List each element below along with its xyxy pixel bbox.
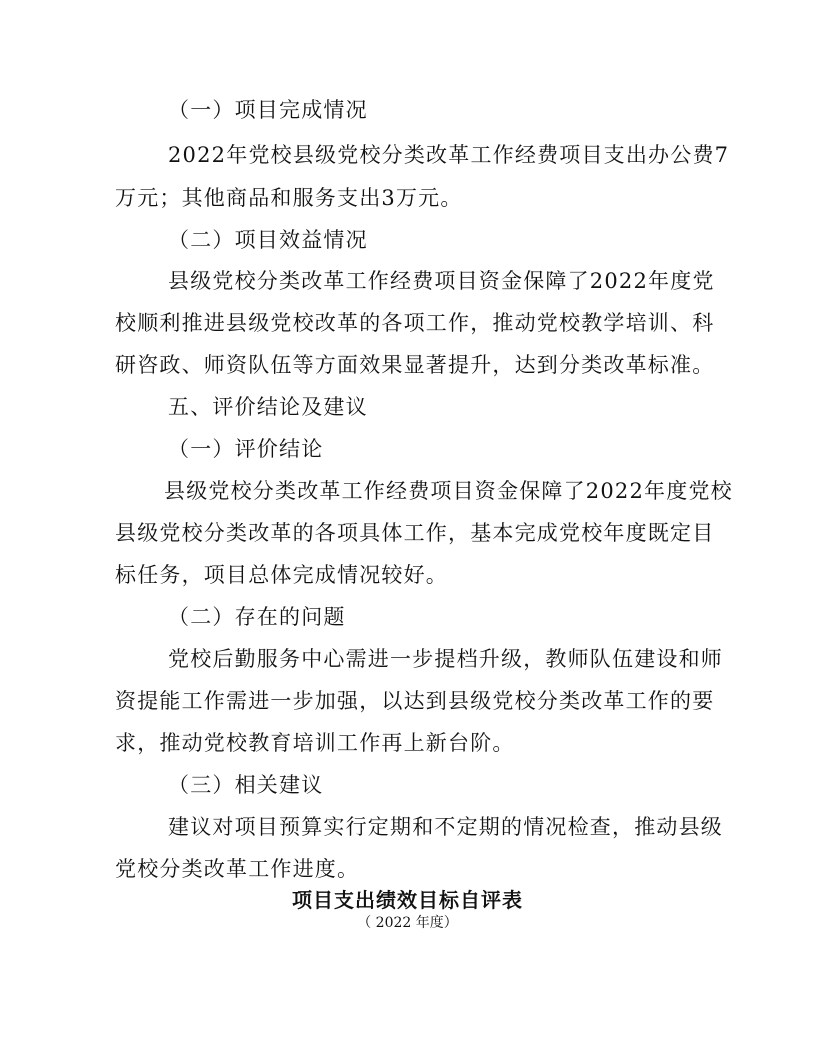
paragraph-line: 校顺利推进县级党校改革的各项工作，推动党校教学培训、科	[115, 311, 715, 335]
table-subtitle-year: （ 2022 年度）	[357, 915, 458, 931]
heading-related-suggestions: （三）相关建议	[168, 773, 324, 797]
heading-project-benefit: （二）项目效益情况	[168, 228, 368, 252]
section-heading-conclusion: 五、评价结论及建议	[168, 395, 368, 419]
heading-existing-problems: （二）存在的问题	[168, 605, 346, 629]
heading-evaluation-conclusion: （一）评价结论	[168, 437, 324, 461]
paragraph-line: 县级党校分类改革工作经费项目资金保障了2022年度党	[168, 269, 715, 293]
paragraph-line: 党校后勤服务中心需进一步提档升级，教师队伍建设和师	[168, 647, 723, 671]
paragraph-line: 标任务，项目总体完成情况较好。	[115, 563, 448, 587]
paragraph-line: 万元；其他商品和服务支出3万元。	[115, 186, 463, 210]
paragraph-line: 党校分类改革工作进度。	[115, 857, 360, 881]
paragraph-line: 建议对项目预算实行定期和不定期的情况检查，推动县级	[168, 815, 723, 839]
paragraph-line: 资提能工作需进一步加强，以达到县级党校分类改革工作的要	[115, 689, 715, 713]
paragraph-line: 县级党校分类改革的各项具体工作，基本完成党校年度既定目	[115, 521, 715, 545]
paragraph-line: 研咨政、师资队伍等方面效果显著提升，达到分类改革标准。	[115, 353, 715, 377]
paragraph-line: 县级党校分类改革工作经费项目资金保障了2022年度党校	[164, 479, 733, 503]
paragraph-line: 求，推动党校教育培训工作再上新台阶。	[115, 731, 515, 755]
paragraph-line: 2022年党校县级党校分类改革工作经费项目支出办公费7	[168, 143, 730, 167]
heading-project-completion: （一）项目完成情况	[168, 98, 368, 122]
table-title: 项目支出绩效目标自评表	[292, 888, 523, 912]
